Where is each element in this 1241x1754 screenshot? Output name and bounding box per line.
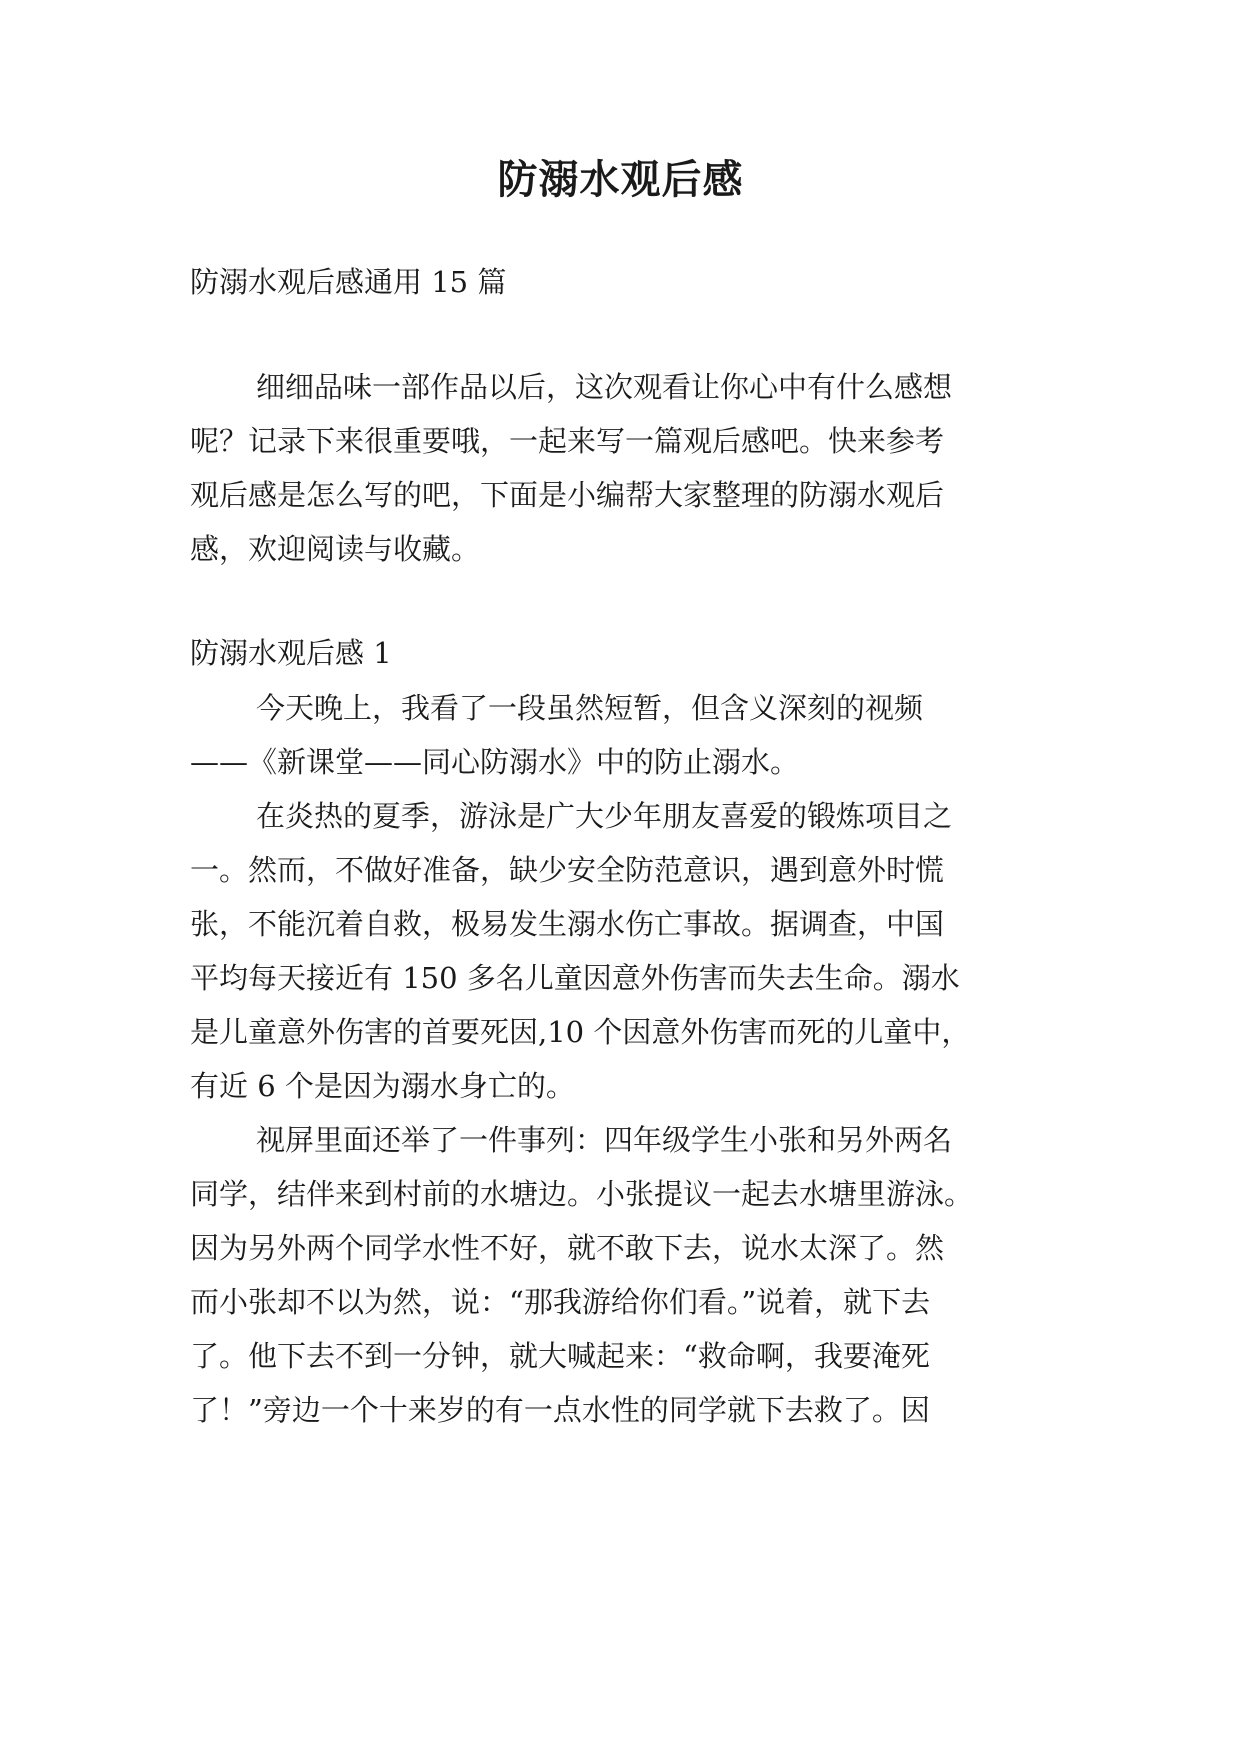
body-line: 而小张却不以为然，说：“那我游给你们看。”说着，就下去 [190, 1285, 931, 1319]
body-line: 张，不能沉着自救，极易发生溺水伤亡事故。据调查，中国 [190, 907, 945, 941]
body-line: 今天晚上，我看了一段虽然短暂，但含义深刻的视频 [256, 691, 924, 725]
intro-line: 感，欢迎阅读与收藏。 [190, 532, 481, 566]
body-line: 了！”旁边一个十来岁的有一点水性的同学就下去救了。因 [190, 1393, 930, 1427]
body-line: 平均每天接近有 150 多名儿童因意外伤害而失去生命。溺水 [190, 961, 960, 995]
body-line: 同学，结伴来到村前的水塘边。小张提议一起去水塘里游泳。 [190, 1177, 974, 1211]
intro-line: 呢？记录下来很重要哦，一起来写一篇观后感吧。快来参考 [190, 424, 945, 458]
body-line: 视屏里面还举了一件事列：四年级学生小张和另外两名 [256, 1123, 953, 1157]
document-title: 防溺水观后感 [497, 157, 744, 203]
body-line: 因为另外两个同学水性不好，就不敢下去，说水太深了。然 [190, 1231, 945, 1265]
body-line: 有近 6 个是因为溺水身亡的。 [190, 1069, 575, 1103]
body-line: 在炎热的夏季，游泳是广大少年朋友喜爱的锻炼项目之 [256, 799, 953, 833]
document-subtitle: 防溺水观后感通用 15 篇 [190, 265, 507, 299]
body-line: 了。他下去不到一分钟，就大喊起来：“救命啊，我要淹死 [190, 1339, 930, 1373]
body-line: 是儿童意外伤害的首要死因,10 个因意外伤害而死的儿童中， [190, 1015, 971, 1049]
intro-line: 观后感是怎么写的吧，下面是小编帮大家整理的防溺水观后 [190, 478, 945, 512]
body-line: ——《新课堂——同心防溺水》中的防止溺水。 [190, 745, 800, 779]
section-heading: 防溺水观后感 1 [190, 636, 392, 670]
body-line: 一。然而，不做好准备，缺少安全防范意识，遇到意外时慌 [190, 853, 945, 887]
intro-line: 细细品味一部作品以后，这次观看让你心中有什么感想 [256, 370, 953, 404]
